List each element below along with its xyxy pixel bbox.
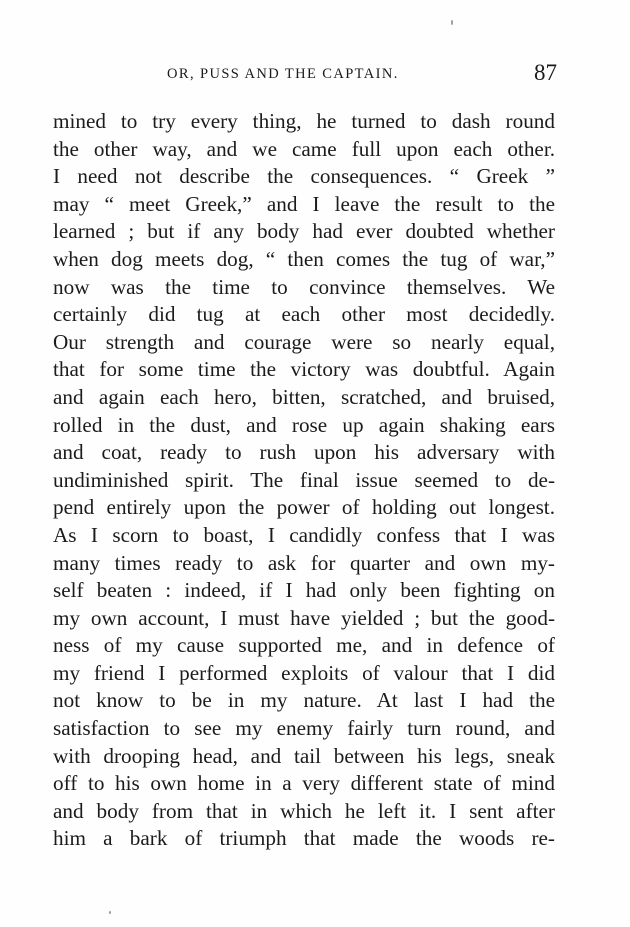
text-line: my own account, I must have yielded ; but the good- [53, 605, 555, 630]
text-line: and body from that in which he left it. I sent after [53, 798, 555, 823]
text-line: As I scorn to boast, I candidly confess that I was [53, 522, 555, 547]
text-line: certainly did tug at each other most decidedly. [53, 302, 555, 327]
text-line: pend entirely upon the power of holding out longest. [53, 495, 555, 520]
text-line: off to his own home in a very different state of mind [53, 771, 555, 796]
text-line: learned ; but if any body had ever doubted whether [53, 219, 555, 244]
page-header [0, 60, 630, 88]
text-line: and coat, ready to rush upon his adversary with [53, 440, 555, 465]
text-line: that for some time the victory was doubtful. Again [53, 357, 555, 382]
text-line: when dog meets dog, “ then comes the tug of war,” [53, 246, 555, 271]
paper-speck [451, 20, 453, 25]
text-line: self beaten : indeed, if I had only been fighting on [53, 578, 555, 603]
running-head: OR, PUSS AND THE CAPTAIN. [167, 66, 399, 82]
text-line: now was the time to convince themselves. We [53, 274, 555, 299]
text-line: and again each hero, bitten, scratched, and bruised, [53, 384, 555, 409]
text-line: I need not describe the consequences. “ Greek ” [53, 164, 555, 189]
text-line: rolled in the dust, and rose up again shaking ears [53, 412, 555, 437]
text-line: Our strength and courage were so nearly equal, [53, 329, 555, 354]
text-line: undiminished spirit. The final issue seemed to de- [53, 467, 555, 492]
text-line: my friend I performed exploits of valour that I did [53, 660, 555, 685]
text-line: mined to try every thing, he turned to dash round [53, 109, 555, 133]
text-line: satisfaction to see my enemy fairly turn round, and [53, 716, 555, 741]
text-line: him a bark of triumph that made the woods re- [53, 826, 555, 851]
text-line: the other way, and we came full upon each other. [53, 136, 555, 161]
text-line: ness of my cause supported me, and in defence of [53, 633, 555, 658]
paper-speck [109, 911, 111, 914]
text-line: may “ meet Greek,” and I leave the result to the [53, 191, 555, 216]
page-number: 87 [534, 60, 557, 85]
text-line: many times ready to ask for quarter and own my- [53, 550, 555, 575]
text-line: not know to be in my nature. At last I had the [53, 688, 555, 713]
body-text [53, 108, 555, 853]
text-line: with drooping head, and tail between his legs, sneak [53, 743, 555, 768]
